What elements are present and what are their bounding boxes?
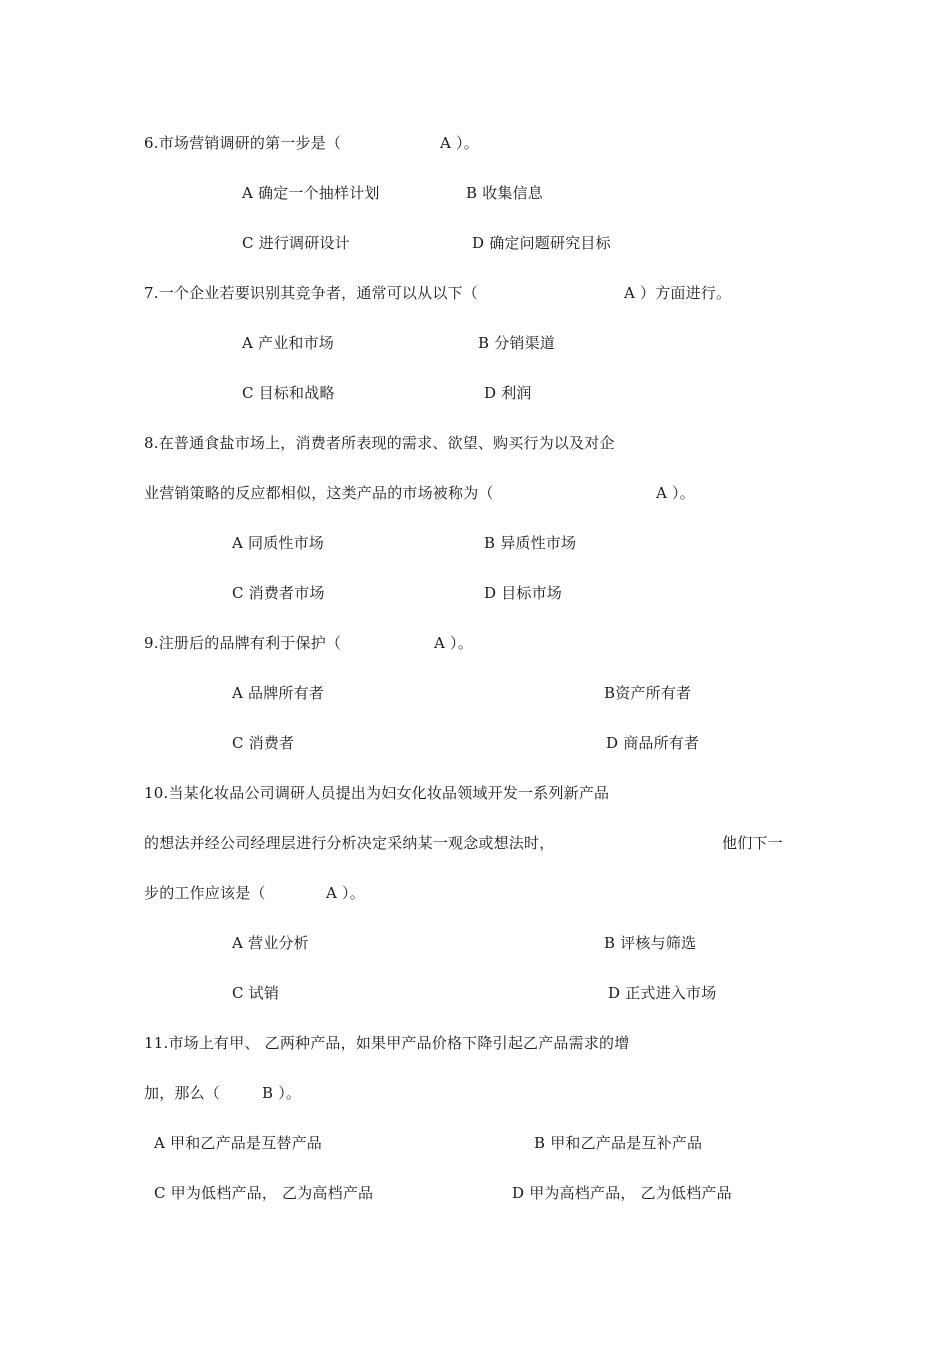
q6-option-c: C 进行调研设计 <box>242 234 350 252</box>
q10-stem-line2: 的想法并经公司经理层进行分析决定采纳某一观念或想法时， <box>144 834 555 852</box>
q10-stem-line2-end: 他们下一 <box>722 834 783 852</box>
q10-option-a: A 营业分析 <box>232 934 309 952</box>
q9-option-c: C 消费者 <box>232 734 295 752</box>
q11-stem-line1: 11.市场上有甲、 乙两种产品，如果甲产品价格下降引起乙产品需求的增 <box>144 1034 630 1052</box>
q6-option-a: A 确定一个抽样计划 <box>242 184 380 202</box>
q8-option-c: C 消费者市场 <box>232 584 325 602</box>
q11-answer: B ）。 <box>262 1084 302 1102</box>
q6-answer: A ）。 <box>440 134 479 152</box>
q8-answer: A ）。 <box>656 484 695 502</box>
q10-option-d: D 正式进入市场 <box>608 984 717 1002</box>
q8-stem-line2: 业营销策略的反应都相似，这类产品的市场被称为（ <box>144 484 494 502</box>
q7-answer: A ）方面进行。 <box>624 284 732 302</box>
q9-answer: A ）。 <box>434 634 473 652</box>
q10-answer: A ）。 <box>326 884 365 902</box>
q10-option-c: C 试销 <box>232 984 280 1002</box>
q9-stem: 9.注册后的品牌有利于保护（ <box>144 634 342 652</box>
q11-option-b: B 甲和乙产品是互补产品 <box>534 1134 703 1152</box>
q10-option-b: B 评核与筛选 <box>604 934 697 952</box>
q11-option-c: C 甲为低档产品， 乙为高档产品 <box>154 1184 374 1202</box>
q9-option-a: A 品牌所有者 <box>232 684 325 702</box>
q11-option-d: D 甲为高档产品， 乙为低档产品 <box>512 1184 732 1202</box>
q7-option-d: D 利润 <box>484 384 532 402</box>
q6-option-b: B 收集信息 <box>466 184 543 202</box>
q6-stem: 6.市场营销调研的第一步是（ <box>144 134 342 152</box>
q10-stem-line1: 10.当某化妆品公司调研人员提出为妇女化妆品领域开发一系列新产品 <box>144 784 610 802</box>
q8-option-a: A 同质性市场 <box>232 534 325 552</box>
q8-stem-line1: 8.在普通食盐市场上，消费者所表现的需求、欲望、购买行为以及对企 <box>144 434 615 452</box>
q7-stem: 7.一个企业若要识别其竞争者，通常可以从以下（ <box>144 284 478 302</box>
q7-option-a: A 产业和市场 <box>242 334 335 352</box>
q9-option-d: D 商品所有者 <box>606 734 700 752</box>
q11-stem-line2: 加，那么（ <box>144 1084 221 1102</box>
q8-option-d: D 目标市场 <box>484 584 562 602</box>
q11-option-a: A 甲和乙产品是互替产品 <box>154 1134 323 1152</box>
q9-option-b: B资产所有者 <box>604 684 692 702</box>
q10-stem-line3: 步的工作应该是（ <box>144 884 266 902</box>
q7-option-b: B 分销渠道 <box>478 334 555 352</box>
q6-option-d: D 确定问题研究目标 <box>472 234 611 252</box>
q8-option-b: B 异质性市场 <box>484 534 577 552</box>
q7-option-c: C 目标和战略 <box>242 384 335 402</box>
